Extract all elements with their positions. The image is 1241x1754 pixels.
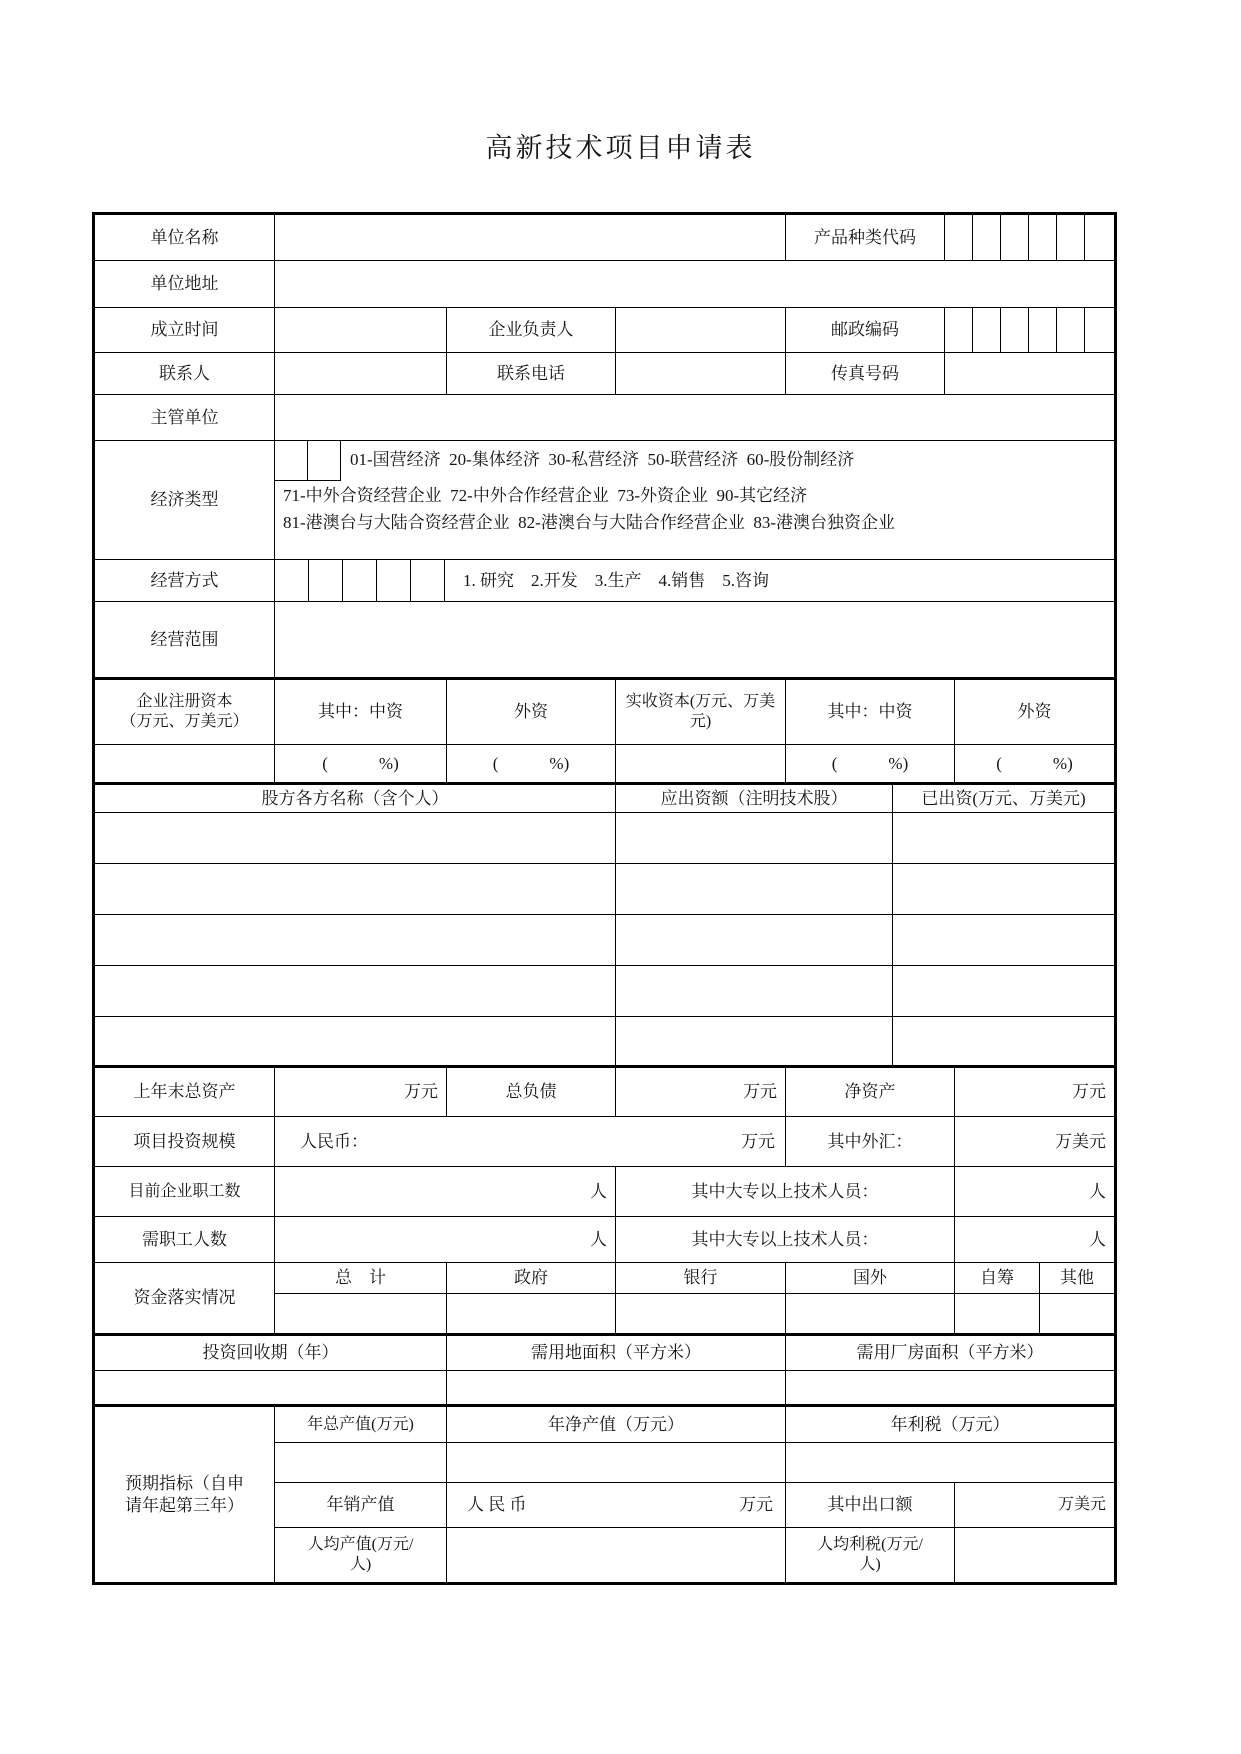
registered-capital-label <box>95 680 275 745</box>
funding-abroad-input[interactable] <box>786 1294 955 1336</box>
funding-bank-input[interactable] <box>616 1294 786 1336</box>
business-scope-label: 经营范围 <box>95 602 275 680</box>
fax-input[interactable] <box>945 353 1114 395</box>
sales-rmb-cell[interactable] <box>447 1483 786 1528</box>
rmb-label: 人民币： <box>300 1131 368 1151</box>
paid-amount-input[interactable] <box>893 966 1114 1017</box>
fax-label: 传真号码 <box>786 353 945 395</box>
needed-staff-input[interactable]: 人 <box>275 1217 616 1263</box>
leader-label: 企业负责人 <box>447 308 616 353</box>
domestic-percent-field: ( %) <box>275 745 447 785</box>
gross-output-header: 年总产值(万元) <box>275 1407 447 1443</box>
liabilities-label: 总负债 <box>447 1068 616 1117</box>
unit-name-label: 单位名称 <box>95 215 275 261</box>
paid-amount-input[interactable] <box>893 1017 1114 1068</box>
per-capita-tax-label: 人均利税(万元/人) <box>786 1528 955 1582</box>
shareholder-name-input[interactable] <box>95 1017 616 1068</box>
due-amount-input[interactable] <box>616 813 893 864</box>
page-title: 高新技术项目申请表 <box>485 133 756 163</box>
shareholder-name-input[interactable] <box>95 864 616 915</box>
business-mode-box[interactable] <box>343 560 377 602</box>
business-mode-box[interactable] <box>309 560 343 602</box>
paid-amount-input[interactable] <box>893 813 1114 864</box>
postal-code-box[interactable] <box>1029 308 1057 353</box>
business-scope-input[interactable] <box>275 602 1114 680</box>
postal-code-box[interactable] <box>1001 308 1029 353</box>
foreign-capital-label: 外资 <box>447 680 616 745</box>
economy-options-line2: 71-中外合资经营企业 72-中外合作经营企业 73-外资企业 90-其它经济 <box>283 486 808 506</box>
per-capita-output-label: 人均产值(万元/人) <box>275 1528 447 1582</box>
registered-capital-label-line1: 企业注册资本 <box>136 693 233 710</box>
funding-self-input[interactable] <box>955 1294 1040 1336</box>
paid-amount-header: 已出资(万元、万美元) <box>893 785 1114 813</box>
paid-in-capital-input[interactable] <box>616 745 786 785</box>
funding-gov-header: 政府 <box>447 1263 616 1294</box>
funding-other-header: 其他 <box>1040 1263 1114 1294</box>
phone-input[interactable] <box>616 353 786 395</box>
shareholder-name-input[interactable] <box>95 966 616 1017</box>
rmb-unit: 万元 <box>741 1131 775 1151</box>
product-code-box[interactable] <box>973 215 1001 261</box>
shareholder-name-input[interactable] <box>95 915 616 966</box>
export-amount-input[interactable]: 万美元 <box>955 1483 1114 1528</box>
paid-amount-input[interactable] <box>893 864 1114 915</box>
registered-capital-label-line2: （万元、万美元） <box>120 713 249 730</box>
funding-status-label: 资金落实情况 <box>95 1263 275 1336</box>
net-output-input[interactable] <box>447 1443 786 1483</box>
per-capita-tax-input[interactable] <box>955 1528 1114 1582</box>
product-code-box[interactable] <box>1057 215 1085 261</box>
postal-code-box[interactable] <box>945 308 973 353</box>
needed-college-staff-label: 其中大专以上技术人员： <box>616 1217 955 1263</box>
current-college-staff-input[interactable]: 人 <box>955 1167 1114 1217</box>
paid-foreign-percent-field: ( %) <box>955 745 1114 785</box>
payback-period-input[interactable] <box>95 1371 447 1407</box>
economy-options-line3: 81-港澳台与大陆合资经营企业 82-港澳台与大陆合作经营企业 83-港澳台独资企业 <box>283 512 895 532</box>
economy-code-box[interactable] <box>275 441 308 481</box>
rmb-amount-cell[interactable] <box>275 1117 786 1167</box>
shareholder-name-header: 股方各方名称（含个人） <box>95 785 616 813</box>
funding-total-input[interactable] <box>275 1294 447 1336</box>
expected-indicators-label-line1: 预期指标（自申 <box>125 1474 244 1494</box>
founding-date-label: 成立时间 <box>95 308 275 353</box>
business-mode-box[interactable] <box>275 560 309 602</box>
paid-domestic-label: 其中：中资 <box>786 680 955 745</box>
contact-input[interactable] <box>275 353 447 395</box>
paid-amount-input[interactable] <box>893 915 1114 966</box>
due-amount-input[interactable] <box>616 1017 893 1068</box>
due-amount-header: 应出资额（注明技术股） <box>616 785 893 813</box>
economy-type-cell <box>275 441 1114 560</box>
paid-domestic-percent-field: ( %) <box>786 745 955 785</box>
profit-tax-header: 年利税（万元） <box>786 1407 1114 1443</box>
economy-code-box[interactable] <box>308 441 341 481</box>
phone-label: 联系电话 <box>447 353 616 395</box>
net-assets-label: 净资产 <box>786 1068 955 1117</box>
gross-output-input[interactable] <box>275 1443 447 1483</box>
funding-total-header: 总 计 <box>275 1263 447 1294</box>
net-assets-input[interactable]: 万元 <box>955 1068 1114 1117</box>
unit-address-label: 单位地址 <box>95 261 275 308</box>
funding-gov-input[interactable] <box>447 1294 616 1336</box>
sales-rmb-unit: 万元 <box>739 1495 773 1515</box>
export-amount-label: 其中出口额 <box>786 1483 955 1528</box>
product-code-box[interactable] <box>1029 215 1057 261</box>
economy-options-line1: 01-国营经济 20-集体经济 30-私营经济 50-联营经济 60-股份制经济 <box>350 450 855 469</box>
investment-scale-label: 项目投资规模 <box>95 1117 275 1167</box>
contact-label: 联系人 <box>95 353 275 395</box>
supervisor-input[interactable] <box>275 395 1114 441</box>
application-form-table <box>92 212 1117 1585</box>
needed-college-staff-input[interactable]: 人 <box>955 1217 1114 1263</box>
registered-capital-input[interactable] <box>95 745 275 785</box>
funding-bank-header: 银行 <box>616 1263 786 1294</box>
foreign-percent-field: ( %) <box>447 745 616 785</box>
total-assets-input[interactable]: 万元 <box>275 1068 447 1117</box>
funding-self-header: 自筹 <box>955 1263 1040 1294</box>
unit-name-input[interactable] <box>275 215 786 261</box>
paid-in-capital-label: 实收资本(万元、万美元) <box>616 680 786 745</box>
plant-area-input[interactable] <box>786 1371 1114 1407</box>
business-mode-options: 1. 研究 2.开发 3.生产 4.销售 5.咨询 <box>445 560 1114 602</box>
expected-indicators-label-line2: 请年起第三年） <box>125 1495 244 1515</box>
due-amount-input[interactable] <box>616 966 893 1017</box>
domestic-capital-label: 其中：中资 <box>275 680 447 745</box>
profit-tax-input[interactable] <box>786 1443 1114 1483</box>
expected-indicators-label <box>95 1407 275 1582</box>
business-mode-box[interactable] <box>377 560 411 602</box>
founding-date-input[interactable] <box>275 308 447 353</box>
foreign-exchange-input[interactable]: 万美元 <box>955 1117 1114 1167</box>
leader-input[interactable] <box>616 308 786 353</box>
sales-rmb-label: 人 民 币 <box>467 1495 527 1515</box>
paid-foreign-label: 外资 <box>955 680 1114 745</box>
land-area-header: 需用地面积（平方米） <box>447 1336 786 1371</box>
postal-code-box[interactable] <box>1057 308 1085 353</box>
liabilities-input[interactable]: 万元 <box>616 1068 786 1117</box>
total-assets-label: 上年末总资产 <box>95 1068 275 1117</box>
current-staff-label: 目前企业职工数 <box>95 1167 275 1217</box>
economy-type-label: 经济类型 <box>95 441 275 560</box>
shareholder-name-input[interactable] <box>95 813 616 864</box>
product-code-box[interactable] <box>1085 215 1114 261</box>
needed-staff-label: 需职工人数 <box>95 1217 275 1263</box>
product-code-label: 产品种类代码 <box>786 215 945 261</box>
funding-other-input[interactable] <box>1040 1294 1114 1336</box>
net-output-header: 年净产值（万元） <box>447 1407 786 1443</box>
foreign-exchange-label: 其中外汇： <box>786 1117 955 1167</box>
annual-sales-label: 年销产值 <box>275 1483 447 1528</box>
postal-code-label: 邮政编码 <box>786 308 945 353</box>
current-staff-input[interactable]: 人 <box>275 1167 616 1217</box>
due-amount-input[interactable] <box>616 864 893 915</box>
plant-area-header: 需用厂房面积（平方米） <box>786 1336 1114 1371</box>
postal-code-box[interactable] <box>1085 308 1114 353</box>
payback-period-header: 投资回收期（年） <box>95 1336 447 1371</box>
land-area-input[interactable] <box>447 1371 786 1407</box>
current-college-staff-label: 其中大专以上技术人员： <box>616 1167 955 1217</box>
supervisor-label: 主管单位 <box>95 395 275 441</box>
postal-code-box[interactable] <box>973 308 1001 353</box>
funding-abroad-header: 国外 <box>786 1263 955 1294</box>
per-capita-output-input[interactable] <box>447 1528 786 1582</box>
business-mode-box[interactable] <box>411 560 445 602</box>
unit-address-input[interactable] <box>275 261 1114 308</box>
business-mode-label: 经营方式 <box>95 560 275 602</box>
due-amount-input[interactable] <box>616 915 893 966</box>
product-code-box[interactable] <box>1001 215 1029 261</box>
product-code-box[interactable] <box>945 215 973 261</box>
